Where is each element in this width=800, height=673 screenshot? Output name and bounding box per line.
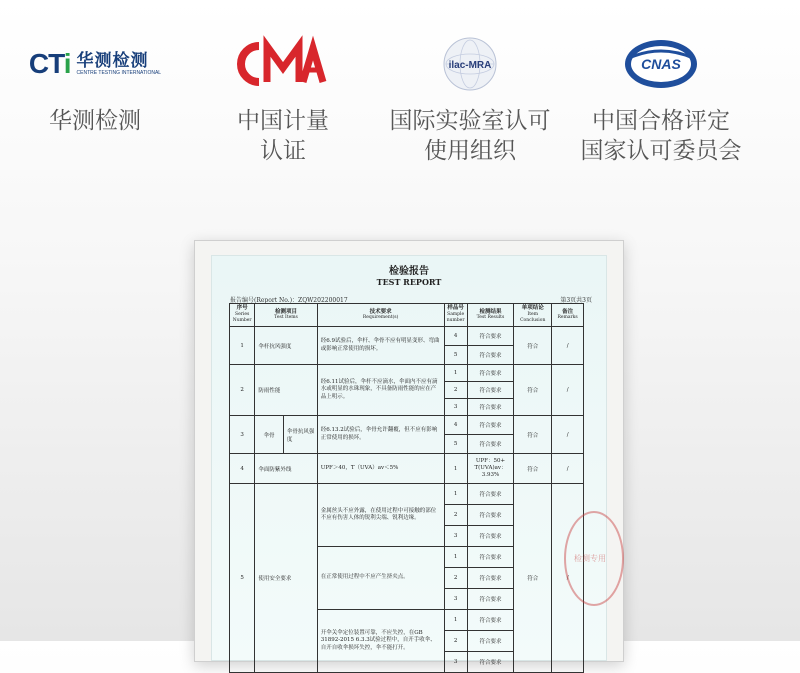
header-test-items: 检测项目 Test Items (255, 304, 317, 327)
table-row: 3 符合要求 (230, 589, 584, 610)
table-row: 2 符合要求 (230, 382, 584, 399)
table-row: 5 符合要求 (230, 346, 584, 365)
cnas-logo (566, 40, 756, 88)
cti-logo-cn: 华测检测 (76, 50, 149, 71)
cti-mark: CTi (28, 48, 71, 79)
report-number: 报告编号(Report No.)：ZQW202200017 (230, 297, 348, 304)
logo-cti-block (20, 40, 170, 136)
cnas-logo-text: CNAS (641, 56, 681, 72)
report-stamp: 检测专用 (564, 511, 624, 606)
table-row: 2 符合要求 (230, 568, 584, 589)
table-row: 2 符合要求 (230, 631, 584, 652)
table-header-row (230, 304, 584, 327)
logo-ilac-block (372, 40, 568, 166)
cma-caption-line1: 中国计量 (237, 108, 329, 134)
table-row: 3 符合要求 (230, 399, 584, 416)
header-series: 序号 Series Number (230, 304, 255, 327)
header-results: 检测结果 Test Results (467, 304, 513, 327)
report-subtitle: TEST REPORT (376, 277, 442, 287)
table-row: 5 使用安全要求 金属丝头不应外露，在使用过程中可接触的部位不应有伤害人体的锐利尖端、锐利边缘。 1 符合要求 符合 / (230, 484, 584, 505)
header-sample: 样品号 Sample number (444, 304, 467, 327)
table-row: 3 符合要求 (230, 652, 584, 673)
report-table (229, 303, 584, 673)
report-title: 检验报告 (389, 266, 429, 277)
table-row: 5 符合要求 (230, 435, 584, 454)
ilac-logo-text: ilac-MRA (448, 60, 492, 71)
report-frame (194, 240, 624, 666)
table-row: 开伞关伞定位装置可靠，不应失控，在GB 31892-2015 6.3.3试验过程中，自开手收伞、自开自收伞损坏失控，伞不能打开。 1 符合要求 (230, 610, 584, 631)
table-row: 3 伞骨 伞骨抗风强度 经6.13.2试验后，伞骨允许翻覆，但不应有影响正常使用的损坏。 4 符合要求 符合 / (230, 416, 584, 435)
table-row: 在正常使用过程中不应产生挤夹点。 1 符合要求 (230, 547, 584, 568)
cnas-caption-line2: 国家认可委员会 (580, 138, 742, 164)
table-row: 3 符合要求 (230, 526, 584, 547)
cti-caption: 华测检测 (49, 108, 141, 134)
cnas-caption-line1: 中国合格评定 (592, 108, 730, 134)
header-conclusion: 单项结论 Item Conclusion (514, 304, 552, 327)
report-paper (211, 255, 607, 666)
cma-logo (208, 40, 358, 88)
ilac-logo (372, 40, 568, 88)
cma-caption-line2: 认证 (260, 138, 306, 164)
header-requirements: 技术要求 Requirement(s) (317, 304, 444, 327)
ilac-caption-line1: 国际实验室认可 (389, 108, 551, 134)
logo-cma-block (208, 40, 358, 166)
report-page: 第3页共3页 (560, 297, 592, 304)
header-remarks: 备注 Remarks (552, 304, 584, 327)
table-row: 4 伞面防紫外线 UPF＞40，T（UVA）av＜5% 1 UPF：50+ T(UVA)av：3.93% 符合 / (230, 454, 584, 484)
logo-cnas-block (566, 40, 756, 166)
table-row: 1 伞杆抗风强度 经6.9试验后，伞杆、伞骨不应有明显变形、弯曲或影响正常使用的损坏。 4 符合要求 符合 / (230, 327, 584, 346)
cti-logo (20, 40, 170, 88)
table-row: 2 符合要求 (230, 505, 584, 526)
table-row: 2 防雨性能 经6.11试验后，伞杆不应滴水，伞面内不应有滴水或明显的水珠现象，不具备防雨性能的应在产品上明示。 1 符合要求 符合 / (230, 365, 584, 382)
cti-logo-en: CENTRE TESTING INTERNATIONAL (76, 69, 162, 76)
ilac-caption-line2: 使用组织 (424, 138, 516, 164)
